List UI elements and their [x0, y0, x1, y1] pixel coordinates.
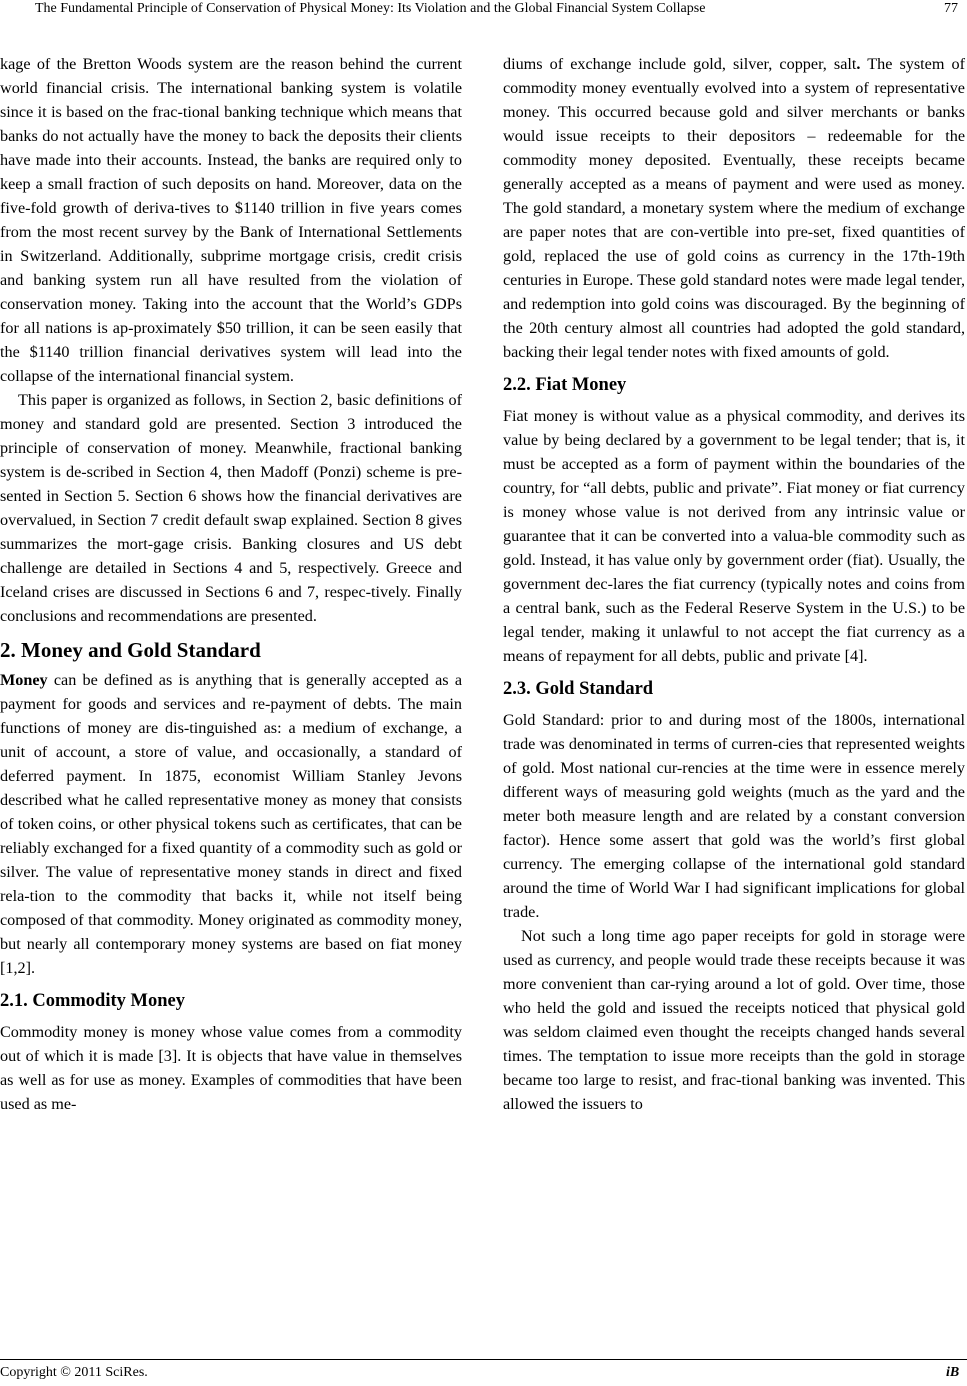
paragraph-text: can be defined as is anything that is generally accepted as a payment for goods and services and re-payment of debts. The main functions of money are dis-tinguished as: a medium of exchange, a unit of account, a store of value, and occasionally, a standard of deferred payment. In 1875, economist William Stanley Jevons described what he called representative money as money that consists of token coins, or other physical tokens such as certificates, that can be reliably exchanged for a fixed quantity of a commodity such as gold or silver. The value of representative money stands in direct and fixed rela-tion to the commodity that backs it, while not itself being composed of that commodity. Money originated as commodity money, but nearly all contemporary money systems are based on fiat money [1,2].: [0, 671, 462, 977]
running-title: The Fundamental Principle of Conservation of Physical Money: Its Violation and the Global Financial System Collapse: [35, 1, 706, 16]
copyright-notice: Copyright © 2011 SciRes.: [0, 1365, 148, 1380]
section-heading-money: 2. Money and Gold Standard: [0, 638, 261, 662]
paragraph-text: The system of commodity money eventually evolved into a system of representative money. This occurred because gold and silver merchants or banks would issue receipts to their depositors – redeemable for the commodity money deposited. Eventually, these receipts became generally accepted as a means of payment and were used as money. The gold standard, a monetary system where the medium of exchange are paper notes that are con-vertible into pre-set, fixed quantities of gold, replaced the use of gold coins as currency in the 17th-19th centuries in Europe. These gold standard notes were made legal tender, and redemption into gold coins was discouraged. By the beginning of the 20th century almost all countries had adopted the gold standard, backing their legal tender notes with fixed amounts of gold.: [503, 55, 965, 361]
right-column: [503, 52, 965, 1116]
paragraph-text: diums of exchange include gold, silver, copper, salt: [503, 55, 857, 73]
bold-term-money: Money: [0, 671, 48, 689]
journal-abbrev: iB: [946, 1365, 960, 1380]
bold-period: .: [856, 55, 861, 73]
paragraph: kage of the Bretton Woods system are the reason behind the current world financial crisis. The international banking system is volatile since it is based on the frac-tional banking technique which means that banks do not actually have the money to back the deposits their clients have made into their accounts. Instead, the banks are required only to keep a small fraction of such deposits on hand. Moreover, data on the five-fold growth of deriva-tives to $1140 trillion in five years comes from the most recent survey by the Bank of International Settlements in Switzerland. Additionally, subprime mortgage crisis, credit crisis and banking system run all have resulted from the violation of conservation money. Taking into the account that the World’s GDPs for all nations is ap-proximately $50 trillion, it can be seen easily that the $1140 trillion financial derivatives system will lead into the collapse of the international financial system.: [0, 55, 462, 385]
footer-rule: [0, 1359, 967, 1360]
left-column: [0, 52, 462, 1116]
subsection-heading-gold: 2.3. Gold Standard: [503, 679, 654, 699]
paragraph: This paper is organized as follows, in Section 2, basic definitions of money and standard gold are presented. Section 3 introduced the principle of conservation of money. Meanwhile, fractional banking system is de-scribed in Section 4, then Madoff (Ponzi) scheme is pre-sented in Section 5. Section 6 shows how the financial derivatives are overvalued, in Section 7 credit default swap explained. Section 8 gives summarizes the mort-gage crisis. Banking closures and US debt challenge are detailed in Sections 4 and 5, respectively. Greece and Iceland crises are discussed in Sections 6 and 7, respec-tively. Finally conclusions and recommendations are presented.: [0, 391, 462, 625]
paragraph: [0, 668, 462, 980]
paragraph: Gold Standard: prior to and during most of the 1800s, international trade was denominated in terms of curren-cies that represented weights of gold. Most national cur-rencies at the time were in essence merely different ways of measuring gold weights (much as the yard and the meter both measure length and are related by a constant conversion factor). Hence some assert that gold was the world’s first global currency. The emerging collapse of the international gold standard around the time of World War I had significant implications for global trade.: [503, 711, 965, 921]
running-header: [0, 0, 967, 22]
paragraph: Not such a long time ago paper receipts for gold in storage were used as currency, and people would trade these receipts because it was more convenient than car-rying around a lot of gold. Over time, those who held the gold and issued the receipts noticed that physical gold was seldom claimed even thought the receipts changed hands several times. The temptation to issue more receipts than the gold in storage became too large to resist, and frac-tional banking was invented. This allowed the issuers to: [503, 927, 965, 1113]
subsection-heading-fiat: 2.2. Fiat Money: [503, 375, 627, 395]
paragraph: Commodity money is money whose value comes from a commodity out of which it is made [3]. It is objects that have value in themselves as well as for use as money. Examples of commodities that have been used as me-: [0, 1023, 462, 1113]
subsection-heading-commodity: 2.1. Commodity Money: [0, 991, 185, 1011]
page-number: 77: [944, 1, 958, 16]
paragraph: [503, 52, 965, 364]
paragraph: Fiat money is without value as a physical commodity, and derives its value by being declared by a government to be legal tender; that is, it must be accepted as a form of payment within the boundaries of the country, for “all debts, public and private”. Fiat money or fiat currency is money whose value is not derived from any intrinsic value or guarantee that it can be converted into a valua-ble commodity such as gold. Instead, it has value only by government order (fiat). Usually, the government dec-lares the fiat currency (typically notes and coins from a central bank, such as the Federal Reserve System in the U.S.) to be legal tender, making it unlawful to not accept the fiat currency as a means of repayment for all debts, public and private [4].: [503, 407, 965, 665]
